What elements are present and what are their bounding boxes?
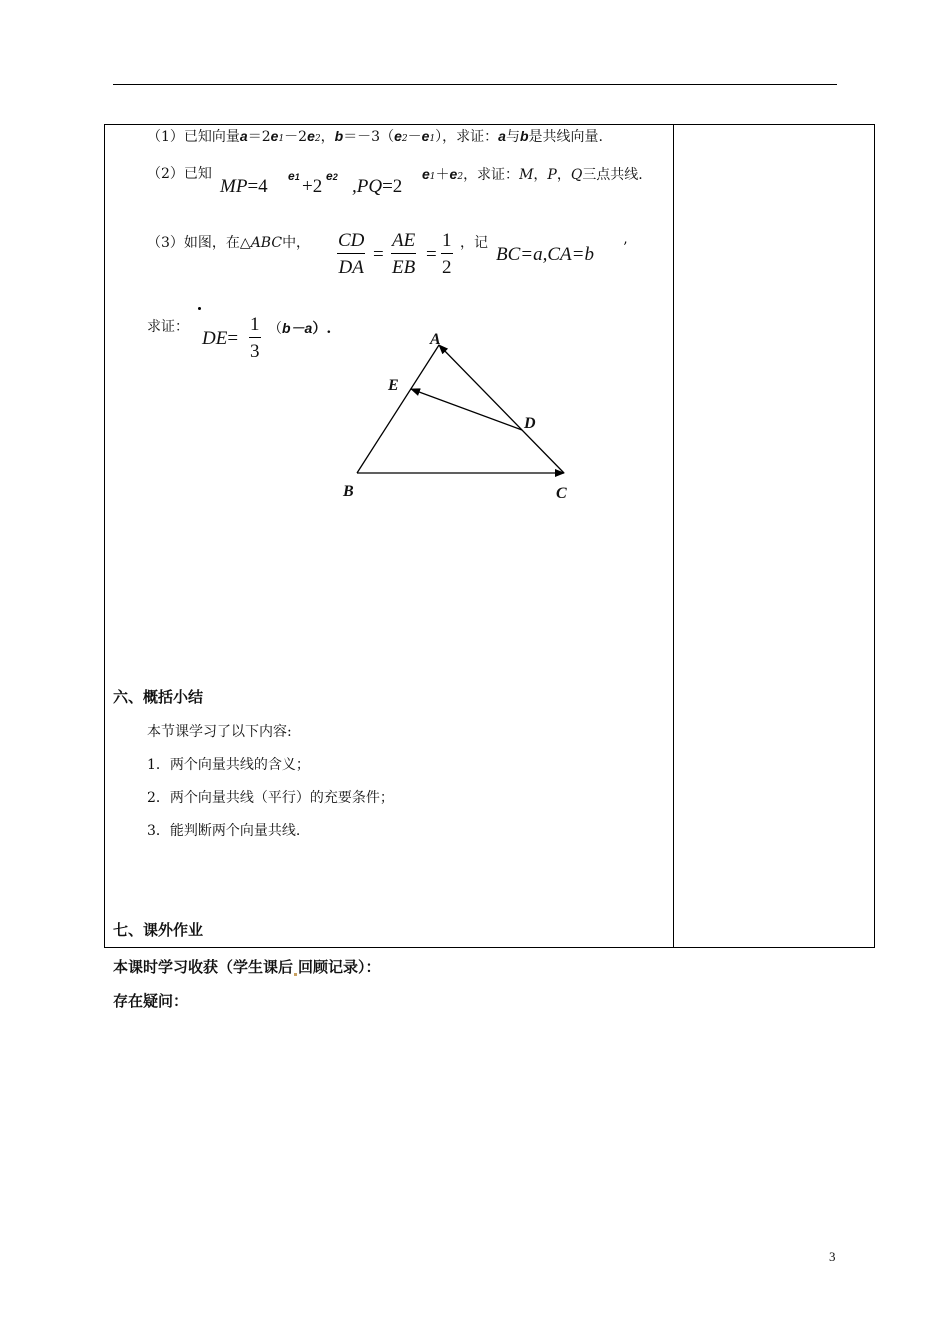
summary-item-3: 3．能判断两个向量共线.	[147, 823, 301, 839]
vector-de	[411, 389, 522, 430]
problem-3-prefix: （3）如图，在△ABC中，	[147, 235, 311, 251]
ji-label: ，记	[460, 235, 488, 251]
apostrophe: ’	[623, 240, 628, 256]
problem-2-plus: +2	[302, 176, 323, 197]
learning-harvest: 本课时学习收获（学生课后 回顾记录）：	[113, 958, 381, 976]
doubts-label: 存在疑问：	[113, 992, 189, 1010]
side-ba	[357, 345, 439, 473]
label-e: E	[388, 377, 399, 394]
page-number: 3	[829, 1249, 836, 1264]
table-column-divider	[673, 124, 674, 948]
section-6-heading: 六、概括小结	[113, 688, 204, 706]
label-c: C	[556, 485, 567, 502]
fraction-cd-da: $\frac{CD}{DA}$	[338, 230, 365, 278]
b-minus-a: （b－a）.	[268, 320, 332, 337]
vector-ca	[439, 345, 564, 473]
prove-label: 求证：	[147, 319, 189, 335]
problem-2-formula: MP=4	[220, 176, 268, 197]
section-7-heading: 七、课外作业	[113, 921, 204, 939]
fraction-ae-eb: $\frac{AE}{EB}$	[392, 230, 416, 278]
triangle-figure	[340, 325, 590, 515]
equals-1: =	[373, 244, 384, 265]
label-b: B	[343, 483, 354, 500]
bc-ca-definition: BC=a,CA=b	[496, 244, 594, 265]
equals-2: =	[426, 244, 437, 265]
problem-2-prefix: （2）已知	[147, 166, 212, 182]
label-a: A	[430, 331, 441, 348]
fraction-one-half: $\frac{1}{2}$	[442, 230, 452, 278]
summary-item-1: 1．两个向量共线的含义；	[147, 757, 310, 773]
header-rule	[113, 84, 837, 85]
problem-2-pq: ,PQ=2	[352, 176, 403, 197]
summary-intro: 本节课学习了以下内容:	[147, 724, 292, 740]
problem-1: （1）已知向量a＝2e1－2e2，b＝－3（e2－e1），求证：a与b是共线向量.	[147, 128, 603, 145]
problem-2-e1: e1	[288, 169, 300, 183]
summary-item-2: 2．两个向量共线（平行）的充要条件；	[147, 790, 394, 806]
problem-2-tail: e1＋e2，求证：M，P，Q三点共线.	[422, 166, 643, 183]
vector-dot-mark	[198, 307, 201, 310]
fraction-one-third: $\frac{1}{3}$	[250, 314, 260, 362]
problem-2-e2: e2	[326, 169, 338, 183]
de-vector: DE=	[202, 328, 239, 349]
small-mark	[294, 973, 297, 976]
label-d: D	[524, 415, 536, 432]
